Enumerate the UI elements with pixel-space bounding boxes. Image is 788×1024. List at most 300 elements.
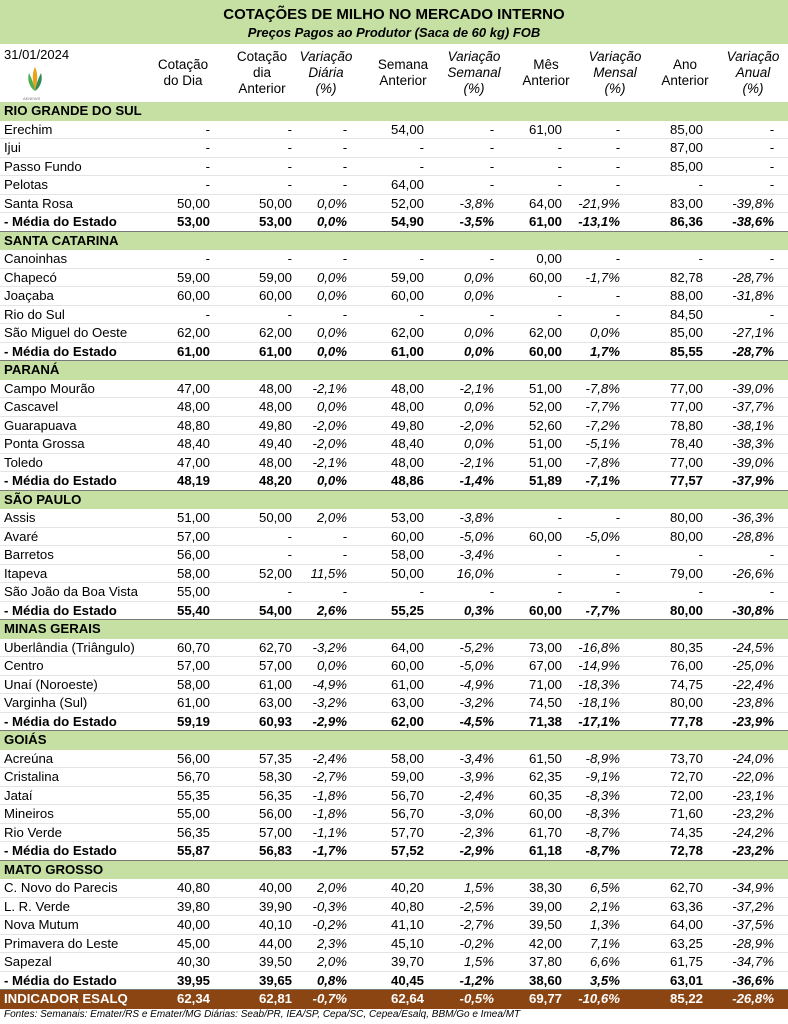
row-label: Primavera do Leste bbox=[4, 935, 119, 951]
cell-value: - bbox=[287, 251, 292, 266]
cell-value: 0,0% bbox=[316, 325, 347, 340]
cell-value: -5,0% bbox=[459, 528, 494, 544]
cell-value: 55,40 bbox=[176, 602, 210, 618]
cell-value: 40,80 bbox=[176, 880, 210, 895]
cell-value: 55,00 bbox=[176, 806, 210, 821]
cell-value: - bbox=[205, 306, 210, 322]
cell-value: -22,4% bbox=[732, 676, 774, 692]
cell-value: 74,35 bbox=[669, 824, 703, 840]
cell-value: - bbox=[287, 547, 292, 562]
cell-value: - bbox=[489, 121, 494, 137]
cell-value: - bbox=[342, 306, 347, 322]
cell-value: 84,50 bbox=[669, 306, 703, 322]
cell-value: -0,2% bbox=[312, 917, 347, 932]
cell-value: 50,00 bbox=[258, 195, 292, 211]
cell-value: 61,70 bbox=[528, 824, 562, 840]
cell-value: -23,2% bbox=[732, 843, 774, 858]
row-label: Centro bbox=[4, 658, 44, 673]
cell-value: 39,95 bbox=[176, 972, 210, 988]
cell-value: - bbox=[615, 140, 620, 155]
cell-value: 61,75 bbox=[669, 954, 703, 969]
cell-value: -23,2% bbox=[732, 806, 774, 821]
cell-value: - bbox=[342, 528, 347, 544]
cell-value: 61,00 bbox=[528, 214, 562, 229]
cell-value: 82,78 bbox=[669, 269, 703, 285]
cell-value: - bbox=[419, 158, 424, 174]
cell-value: -1,4% bbox=[459, 473, 494, 488]
section-header bbox=[0, 491, 788, 510]
cell-value: -23,9% bbox=[732, 713, 774, 729]
cell-value: 39,50 bbox=[528, 917, 562, 932]
cell-value: -1,2% bbox=[459, 972, 494, 988]
cell-value: 53,00 bbox=[258, 214, 292, 229]
row-label: Passo Fundo bbox=[4, 158, 82, 174]
cell-value: 0,0% bbox=[463, 269, 494, 285]
cell-value: -24,0% bbox=[732, 750, 774, 766]
cell-value: 54,90 bbox=[390, 214, 424, 229]
cell-value: 56,00 bbox=[258, 806, 292, 821]
cell-value: 57,52 bbox=[390, 843, 424, 858]
table-row bbox=[0, 509, 788, 528]
section-title: SÃO PAULO bbox=[4, 491, 82, 507]
cell-value: 61,00 bbox=[176, 695, 210, 710]
cell-value: 54,00 bbox=[258, 602, 292, 618]
table-row bbox=[0, 694, 788, 713]
cell-value: -3,2% bbox=[312, 695, 347, 710]
cell-value: 2,0% bbox=[316, 880, 347, 895]
cell-value: - bbox=[557, 510, 562, 525]
cell-value: 78,80 bbox=[669, 417, 703, 433]
cell-value: - bbox=[615, 547, 620, 562]
state-average-row bbox=[0, 602, 788, 621]
table-row bbox=[0, 454, 788, 473]
cell-value: 53,00 bbox=[176, 214, 210, 229]
cell-value: 0,0% bbox=[316, 195, 347, 211]
cell-value: -1,8% bbox=[312, 806, 347, 821]
row-label: Avaré bbox=[4, 528, 39, 544]
cell-value: -5,0% bbox=[585, 528, 620, 544]
cell-value: - bbox=[698, 547, 703, 562]
table-row bbox=[0, 398, 788, 417]
cell-value: 45,10 bbox=[390, 935, 424, 951]
cell-value: -1,7% bbox=[312, 843, 347, 858]
cell-value: 48,00 bbox=[176, 399, 210, 414]
cell-value: -21,9% bbox=[578, 195, 620, 211]
row-label: Cascavel bbox=[4, 399, 59, 414]
cell-value: -24,5% bbox=[732, 639, 774, 655]
cell-value: 64,00 bbox=[528, 195, 562, 211]
cell-value: 61,00 bbox=[258, 676, 292, 692]
cell-value: - bbox=[557, 177, 562, 192]
page-title: COTAÇÕES DE MILHO NO MERCADO INTERNO bbox=[223, 6, 565, 23]
cell-value: 56,00 bbox=[176, 750, 210, 766]
cell-value: 42,00 bbox=[528, 935, 562, 951]
row-label: São João da Boa Vista bbox=[4, 584, 138, 599]
section-title: MATO GROSSO bbox=[4, 861, 104, 877]
cell-value: -2,0% bbox=[459, 417, 494, 433]
cell-value: 57,00 bbox=[258, 658, 292, 673]
cell-value: 48,19 bbox=[176, 473, 210, 488]
cell-value: -30,8% bbox=[732, 602, 774, 618]
section-header bbox=[0, 361, 788, 380]
cell-value: 72,70 bbox=[669, 769, 703, 784]
cell-value: 55,00 bbox=[176, 584, 210, 599]
cell-value: 59,00 bbox=[258, 269, 292, 285]
cell-value: -9,1% bbox=[585, 769, 620, 784]
cell-value: -8,9% bbox=[585, 750, 620, 766]
cell-value: -22,0% bbox=[732, 769, 774, 784]
cell-value: - bbox=[769, 140, 774, 155]
cell-value: -38,6% bbox=[732, 214, 774, 229]
cell-value: - bbox=[419, 584, 424, 599]
cell-value: - bbox=[769, 306, 774, 322]
cell-value: -24,2% bbox=[732, 824, 774, 840]
cell-value: 60,00 bbox=[528, 269, 562, 285]
cell-value: 0,8% bbox=[316, 972, 347, 988]
table-row bbox=[0, 805, 788, 824]
cell-value: 71,38 bbox=[528, 713, 562, 729]
cell-value: - bbox=[698, 251, 703, 266]
cell-value: -0,7% bbox=[312, 991, 347, 1006]
cell-value: -26,6% bbox=[732, 565, 774, 581]
cell-value: 38,30 bbox=[528, 880, 562, 895]
cell-value: -2,1% bbox=[459, 454, 494, 470]
cell-value: 40,00 bbox=[258, 880, 292, 895]
cell-value: 77,00 bbox=[669, 380, 703, 396]
cell-value: -2,7% bbox=[312, 769, 347, 784]
row-label: Sapezal bbox=[4, 954, 52, 969]
cell-value: 56,35 bbox=[258, 787, 292, 803]
cell-value: - bbox=[557, 288, 562, 303]
cell-value: -39,0% bbox=[732, 454, 774, 470]
cell-value: - bbox=[287, 584, 292, 599]
cell-value: 61,00 bbox=[528, 121, 562, 137]
row-label: Campo Mourão bbox=[4, 380, 95, 396]
cell-value: - bbox=[342, 158, 347, 174]
cell-value: 77,78 bbox=[669, 713, 703, 729]
cell-value: 61,00 bbox=[176, 343, 210, 359]
cell-value: 72,00 bbox=[669, 787, 703, 803]
cell-value: 7,1% bbox=[589, 935, 620, 951]
cell-value: 2,6% bbox=[316, 602, 347, 618]
section-header bbox=[0, 620, 788, 639]
cell-value: 58,30 bbox=[258, 769, 292, 784]
cell-value: - bbox=[698, 177, 703, 192]
cell-value: -3,2% bbox=[459, 695, 494, 710]
cell-value: - bbox=[615, 288, 620, 303]
indicator-esalq-row bbox=[0, 990, 788, 1009]
cell-value: - bbox=[769, 177, 774, 192]
cell-value: 0,0% bbox=[316, 473, 347, 488]
cell-value: - bbox=[419, 140, 424, 155]
cell-value: -37,5% bbox=[732, 917, 774, 932]
cell-value: -4,9% bbox=[459, 676, 494, 692]
cell-value: 55,25 bbox=[390, 602, 424, 618]
cell-value: 44,00 bbox=[258, 935, 292, 951]
cell-value: -3,9% bbox=[459, 769, 494, 784]
cell-value: 0,0% bbox=[463, 343, 494, 359]
cell-value: 60,00 bbox=[390, 288, 424, 303]
cell-value: -28,8% bbox=[732, 528, 774, 544]
table-row bbox=[0, 935, 788, 954]
cell-value: 61,00 bbox=[390, 343, 424, 359]
cell-value: -2,4% bbox=[459, 787, 494, 803]
cell-value: 47,00 bbox=[176, 380, 210, 396]
cell-value: 1,5% bbox=[463, 880, 494, 895]
cell-value: -5,2% bbox=[459, 639, 494, 655]
section-title: MINAS GERAIS bbox=[4, 621, 101, 636]
table-row bbox=[0, 195, 788, 214]
cell-value: 63,25 bbox=[669, 935, 703, 951]
cell-value: 63,00 bbox=[258, 695, 292, 710]
cell-value: 62,70 bbox=[669, 880, 703, 895]
cell-value: -2,1% bbox=[312, 380, 347, 396]
cell-value: 56,70 bbox=[390, 806, 424, 821]
cell-value: -17,1% bbox=[578, 713, 620, 729]
row-label: Ijui bbox=[4, 140, 21, 155]
cell-value: 40,45 bbox=[390, 972, 424, 988]
cell-value: 57,00 bbox=[258, 824, 292, 840]
cell-value: 48,00 bbox=[258, 380, 292, 396]
state-average-row bbox=[0, 213, 788, 232]
cell-value: -4,9% bbox=[312, 676, 347, 692]
cell-value: 73,70 bbox=[669, 750, 703, 766]
cell-value: 59,19 bbox=[176, 713, 210, 729]
cell-value: 2,0% bbox=[316, 954, 347, 969]
cell-value: -18,1% bbox=[578, 695, 620, 710]
cell-value: -2,0% bbox=[312, 436, 347, 451]
table-row bbox=[0, 879, 788, 898]
cell-value: -27,1% bbox=[732, 325, 774, 340]
table-row bbox=[0, 417, 788, 436]
header-variacao-diaria: Variação Diária (%) bbox=[299, 49, 353, 96]
cell-value: -7,1% bbox=[585, 473, 620, 488]
cell-value: -3,4% bbox=[459, 750, 494, 766]
table-row bbox=[0, 583, 788, 602]
cell-value: 62,00 bbox=[390, 325, 424, 340]
row-label: - Média do Estado bbox=[4, 473, 117, 488]
cell-value: 80,00 bbox=[669, 602, 703, 618]
cell-value: 16,0% bbox=[456, 565, 494, 581]
cell-value: -14,9% bbox=[578, 658, 620, 673]
cell-value: 54,00 bbox=[390, 121, 424, 137]
cell-value: -2,0% bbox=[312, 417, 347, 433]
cell-value: - bbox=[342, 121, 347, 137]
cell-value: - bbox=[342, 140, 347, 155]
cell-value: - bbox=[557, 547, 562, 562]
cell-value: -34,7% bbox=[732, 954, 774, 969]
cell-value: 48,00 bbox=[258, 399, 292, 414]
header-cotacao-dia: Cotação do Dia bbox=[157, 57, 209, 88]
cell-value: 1,7% bbox=[589, 343, 620, 359]
cell-value: - bbox=[342, 584, 347, 599]
cell-value: 58,00 bbox=[176, 676, 210, 692]
row-label: - Média do Estado bbox=[4, 972, 117, 988]
row-label: Toledo bbox=[4, 454, 43, 470]
footer-sources: Fontes: Semanais: Emater/RS e Emater/MG Diárias: Seab/PR, IEA/SP, Cepa/SC, Cepea/Esalq, BBM/Go e Imea/MT bbox=[4, 1009, 521, 1020]
cell-value: 85,00 bbox=[669, 158, 703, 174]
cell-value: 88,00 bbox=[669, 288, 703, 303]
cell-value: 80,00 bbox=[669, 528, 703, 544]
cell-value: 53,00 bbox=[390, 510, 424, 525]
cell-value: 40,20 bbox=[390, 880, 424, 895]
cell-value: - bbox=[342, 177, 347, 192]
cell-value: 71,60 bbox=[669, 806, 703, 821]
header-variacao-semanal: Variação Semanal (%) bbox=[447, 49, 501, 96]
cell-value: -37,2% bbox=[732, 898, 774, 914]
cell-value: - bbox=[287, 140, 292, 155]
cell-value: 2,1% bbox=[589, 898, 620, 914]
cell-value: -23,8% bbox=[732, 695, 774, 710]
row-label: Itapeva bbox=[4, 565, 48, 581]
cell-value: -25,0% bbox=[732, 658, 774, 673]
row-label: - Média do Estado bbox=[4, 214, 117, 229]
cell-value: 76,00 bbox=[669, 658, 703, 673]
section-title: RIO GRANDE DO SUL bbox=[4, 103, 142, 118]
table-row bbox=[0, 121, 788, 140]
cell-value: -3,8% bbox=[459, 510, 494, 525]
cell-value: 57,00 bbox=[176, 528, 210, 544]
cell-value: -23,1% bbox=[732, 787, 774, 803]
row-label: Unaí (Noroeste) bbox=[4, 676, 98, 692]
report-date: 31/01/2024 bbox=[4, 47, 70, 62]
cell-value: 51,00 bbox=[528, 436, 562, 451]
cell-value: 77,00 bbox=[669, 454, 703, 470]
cell-value: -2,9% bbox=[312, 713, 347, 729]
cell-value: -7,2% bbox=[585, 417, 620, 433]
row-label: Canoinhas bbox=[4, 251, 68, 266]
table-row bbox=[0, 546, 788, 565]
cell-value: 60,00 bbox=[176, 288, 210, 303]
cell-value: 6,5% bbox=[589, 880, 620, 895]
row-label: Assis bbox=[4, 510, 36, 525]
table-row bbox=[0, 269, 788, 288]
row-label: - Média do Estado bbox=[4, 713, 117, 729]
header-cotacao-anterior: Cotação dia Anterior bbox=[236, 49, 288, 96]
row-label: - Média do Estado bbox=[4, 602, 117, 618]
row-label: São Miguel do Oeste bbox=[4, 325, 128, 340]
cell-value: 62,35 bbox=[528, 769, 562, 784]
cell-value: 39,90 bbox=[258, 898, 292, 914]
cell-value: - bbox=[489, 158, 494, 174]
cell-value: 61,50 bbox=[528, 750, 562, 766]
table-row bbox=[0, 750, 788, 769]
cell-value: 73,00 bbox=[528, 639, 562, 655]
cell-value: 62,64 bbox=[390, 991, 424, 1006]
cell-value: 85,22 bbox=[669, 991, 703, 1006]
cell-value: - bbox=[769, 251, 774, 266]
cell-value: 48,40 bbox=[390, 436, 424, 451]
header-ano-anterior: Ano Anterior bbox=[661, 57, 709, 88]
row-label: INDICADOR ESALQ bbox=[4, 991, 128, 1006]
cell-value: 0,0% bbox=[316, 658, 347, 673]
state-average-row bbox=[0, 972, 788, 991]
cell-value: 39,70 bbox=[390, 954, 424, 969]
cell-value: - bbox=[615, 177, 620, 192]
cell-value: 48,80 bbox=[176, 417, 210, 433]
row-label: Barretos bbox=[4, 547, 54, 562]
cell-value: 56,70 bbox=[176, 769, 210, 784]
row-label: Acreúna bbox=[4, 750, 54, 766]
section-title: SANTA CATARINA bbox=[4, 232, 119, 248]
cell-value: 3,5% bbox=[589, 972, 620, 988]
row-label: Rio Verde bbox=[4, 824, 62, 840]
cell-value: 60,00 bbox=[390, 658, 424, 673]
cell-value: -39,8% bbox=[732, 195, 774, 211]
header-variacao-anual: Variação Anual (%) bbox=[726, 49, 780, 96]
cell-value: 86,36 bbox=[669, 214, 703, 229]
cell-value: -2,5% bbox=[459, 898, 494, 914]
cell-value: - bbox=[342, 547, 347, 562]
cell-value: 74,75 bbox=[669, 676, 703, 692]
table-row bbox=[0, 639, 788, 658]
cell-value: -3,5% bbox=[459, 214, 494, 229]
cell-value: 40,30 bbox=[176, 954, 210, 969]
cell-value: 62,00 bbox=[176, 325, 210, 340]
cell-value: 48,00 bbox=[258, 454, 292, 470]
cell-value: -2,9% bbox=[459, 843, 494, 858]
section-header bbox=[0, 102, 788, 121]
cell-value: 57,70 bbox=[390, 824, 424, 840]
row-label: Uberlândia (Triângulo) bbox=[4, 639, 135, 655]
cell-value: 0,0% bbox=[316, 343, 347, 359]
cell-value: 62,00 bbox=[258, 325, 292, 340]
cell-value: 39,00 bbox=[528, 898, 562, 914]
row-label: C. Novo do Parecis bbox=[4, 880, 118, 895]
cell-value: -26,8% bbox=[732, 991, 774, 1006]
cell-value: - bbox=[615, 121, 620, 137]
cell-value: - bbox=[287, 158, 292, 174]
row-label: Santa Rosa bbox=[4, 195, 73, 211]
cell-value: 60,00 bbox=[390, 528, 424, 544]
cell-value: 85,00 bbox=[669, 121, 703, 137]
table-row bbox=[0, 565, 788, 584]
section-header bbox=[0, 861, 788, 880]
section-header bbox=[0, 731, 788, 750]
cell-value: -3,0% bbox=[459, 806, 494, 821]
cell-value: 52,00 bbox=[258, 565, 292, 581]
cell-value: 0,0% bbox=[316, 214, 347, 229]
cell-value: -8,7% bbox=[585, 824, 620, 840]
cell-value: -8,3% bbox=[585, 806, 620, 821]
row-label: Cristalina bbox=[4, 769, 59, 784]
cell-value: 60,93 bbox=[258, 713, 292, 729]
cell-value: -0,3% bbox=[312, 898, 347, 914]
cell-value: 49,40 bbox=[258, 436, 292, 451]
cell-value: 71,00 bbox=[528, 676, 562, 692]
cell-value: -7,8% bbox=[585, 454, 620, 470]
cell-value: 87,00 bbox=[669, 140, 703, 155]
table-row bbox=[0, 139, 788, 158]
cell-value: 85,55 bbox=[669, 343, 703, 359]
cell-value: -13,1% bbox=[578, 214, 620, 229]
cell-value: 52,00 bbox=[390, 195, 424, 211]
cell-value: - bbox=[557, 306, 562, 322]
cell-value: -28,7% bbox=[732, 343, 774, 359]
cell-value: -7,7% bbox=[585, 399, 620, 414]
cell-value: -34,9% bbox=[732, 880, 774, 895]
row-label: Joaçaba bbox=[4, 288, 54, 303]
cell-value: - bbox=[615, 565, 620, 581]
table-row bbox=[0, 324, 788, 343]
cell-value: - bbox=[419, 306, 424, 322]
cell-value: 62,70 bbox=[258, 639, 292, 655]
cell-value: -39,0% bbox=[732, 380, 774, 396]
cell-value: 48,00 bbox=[390, 454, 424, 470]
cell-value: 60,00 bbox=[528, 602, 562, 618]
cell-value: 1,5% bbox=[463, 954, 494, 969]
cell-value: 55,87 bbox=[176, 843, 210, 858]
